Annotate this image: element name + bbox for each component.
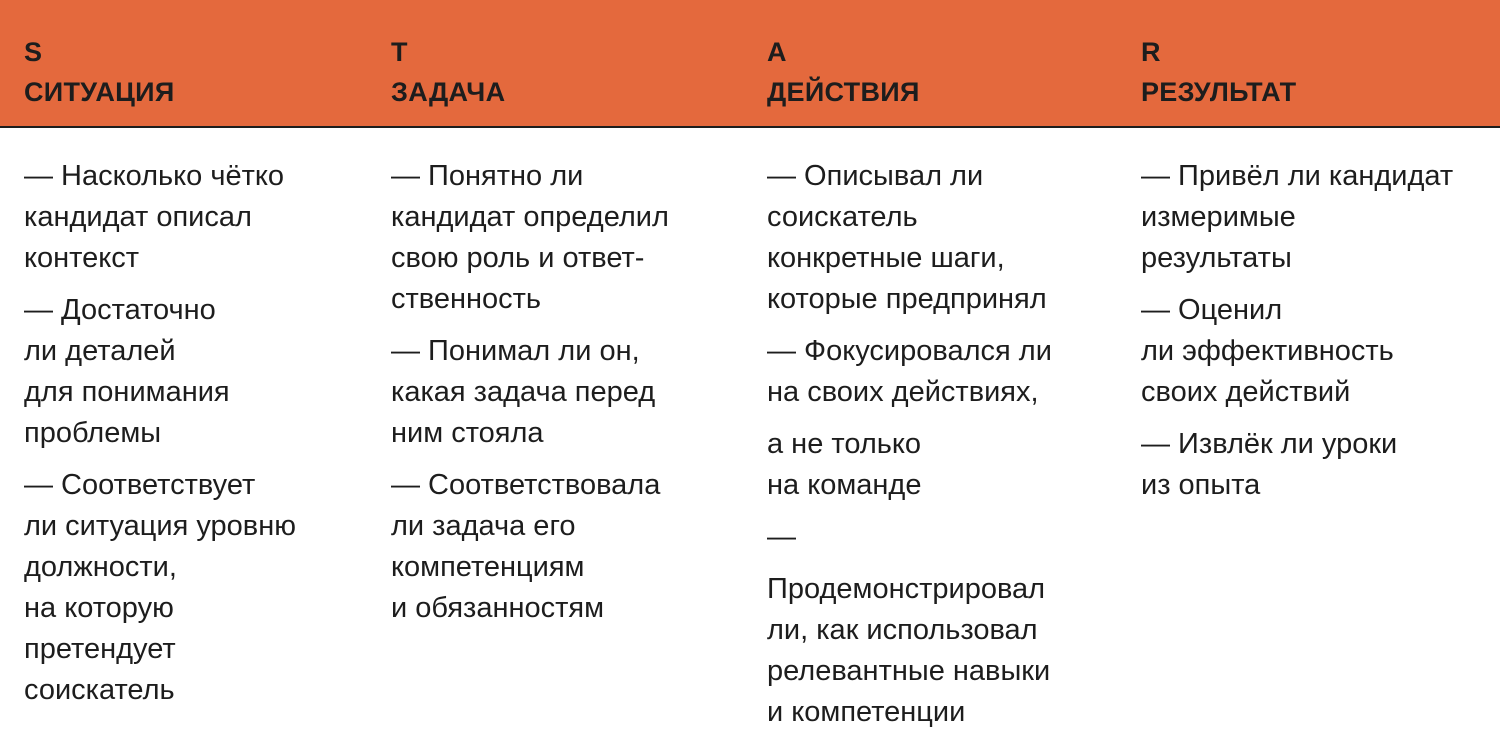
column-result-questions (1141, 156, 1453, 517)
question-line: кандидат описал (24, 201, 252, 233)
star-header-bar (0, 0, 1500, 128)
question-line: — Соответствовала (391, 469, 661, 501)
question-item (1141, 424, 1453, 506)
question-line: Продемонстрировал (767, 573, 1046, 605)
column-title: СИТУАЦИЯ (24, 77, 175, 107)
question-line: — Описывал ли (767, 160, 984, 192)
question-line: — Понятно ли (391, 160, 584, 192)
question-line: ли деталей (24, 335, 176, 367)
question-line: ли, как использовал (767, 614, 1038, 646)
question-line: для понимания (24, 376, 230, 408)
column-letter: R (1141, 37, 1161, 67)
column-letter: A (767, 37, 787, 67)
question-item (1141, 156, 1453, 279)
question-item (24, 465, 296, 711)
question-item (24, 156, 296, 279)
question-line: на команде (767, 469, 922, 501)
question-line: из опыта (1141, 469, 1261, 501)
question-line: ли ситуация уровню (24, 510, 296, 542)
question-item (391, 331, 669, 454)
column-situation-questions (24, 156, 296, 722)
header-result (1141, 32, 1296, 112)
question-line: — Понимал ли он, (391, 335, 640, 367)
column-title: ЗАДАЧА (391, 77, 506, 107)
question-line: свою роль и ответ- (391, 242, 645, 274)
question-line: — (767, 521, 796, 553)
question-line: релевантные навыки (767, 655, 1051, 687)
question-line: своих действий (1141, 376, 1351, 408)
question-line: которые предпринял (767, 283, 1047, 315)
column-letter: T (391, 37, 408, 67)
question-line: и обязанностям (391, 592, 605, 624)
question-line: на которую (24, 592, 174, 624)
question-line: претендует (24, 633, 176, 665)
question-item (767, 517, 1052, 558)
header-action (767, 32, 920, 112)
question-line: ственность (391, 283, 542, 315)
question-line: соискатель (767, 201, 918, 233)
question-line: конкретные шаги, (767, 242, 1005, 274)
question-line: кандидат определил (391, 201, 669, 233)
question-line: какая задача перед (391, 376, 656, 408)
column-title: ДЕЙСТВИЯ (767, 77, 920, 107)
header-task (391, 32, 505, 112)
question-line: — Достаточно (24, 294, 216, 326)
question-line: — Фокусировался ли (767, 335, 1052, 367)
question-line: результаты (1141, 242, 1292, 274)
header-situation (24, 32, 175, 112)
question-line: должности, (24, 551, 177, 583)
question-line: — Извлёк ли уроки (1141, 428, 1398, 460)
question-item (767, 156, 1052, 320)
question-line: — Оценил (1141, 294, 1283, 326)
question-line: — Соответствует (24, 469, 256, 501)
question-item (391, 465, 669, 629)
question-line: — Насколько чётко (24, 160, 285, 192)
question-line: а не только (767, 428, 922, 460)
question-line: ли задача его (391, 510, 576, 542)
question-item (767, 424, 1052, 506)
question-item (24, 290, 296, 454)
question-item (767, 331, 1052, 413)
question-line: — Привёл ли кандидат (1141, 160, 1454, 192)
question-line: на своих действиях, (767, 376, 1039, 408)
column-action-questions (767, 156, 1052, 744)
question-line: ним стояла (391, 417, 544, 449)
question-line: проблемы (24, 417, 162, 449)
column-task-questions (391, 156, 669, 640)
column-title: РЕЗУЛЬТАТ (1141, 77, 1297, 107)
question-line: контекст (24, 242, 140, 274)
question-line: и компетенции (767, 696, 966, 728)
question-line: соискатель (24, 674, 175, 706)
question-item (767, 569, 1052, 733)
question-item (1141, 290, 1453, 413)
question-item (391, 156, 669, 320)
question-line: ли эффективность (1141, 335, 1394, 367)
question-line: измеримые (1141, 201, 1296, 233)
question-line: компетенциям (391, 551, 585, 583)
column-letter: S (24, 37, 43, 67)
